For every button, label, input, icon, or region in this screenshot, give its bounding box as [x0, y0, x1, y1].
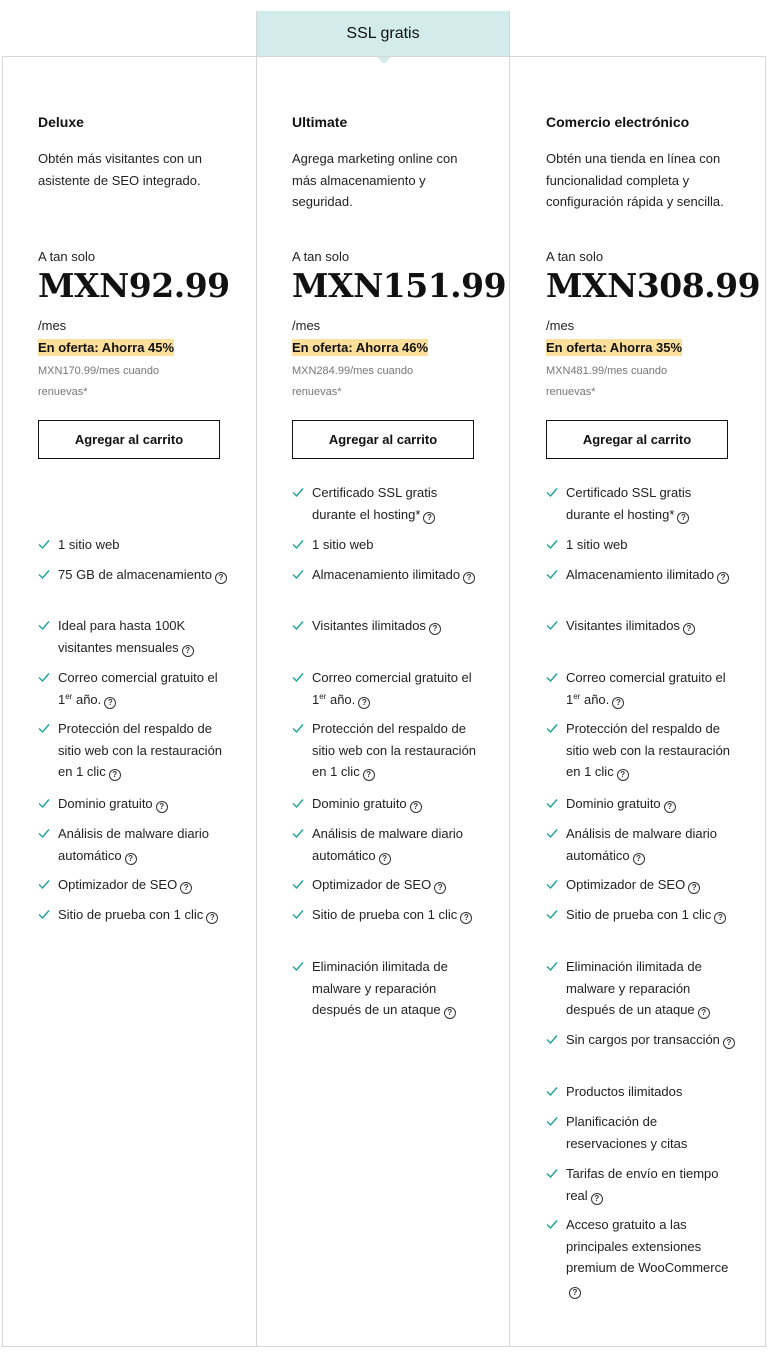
check-icon — [546, 1218, 558, 1230]
help-icon[interactable]: ? — [683, 623, 695, 635]
help-icon[interactable]: ? — [698, 1007, 710, 1019]
check-icon — [546, 486, 558, 498]
check-icon — [292, 827, 304, 839]
price-period: /mes — [546, 318, 575, 333]
check-icon — [546, 722, 558, 734]
help-icon[interactable]: ? — [444, 1007, 456, 1019]
help-icon[interactable]: ? — [591, 1193, 603, 1205]
feature-text: Certificado SSL gratis durante el hosting* ? — [312, 485, 438, 522]
feature-text: Tarifas de envío en tiempo real ? — [566, 1166, 719, 1203]
plan-price: MXN151.99 — [292, 266, 507, 305]
help-icon[interactable]: ? — [429, 623, 441, 635]
help-icon[interactable]: ? — [569, 1287, 581, 1299]
feature-text: Dominio gratuito ? — [58, 793, 228, 815]
feature-text: Análisis de malware diario automático ? — [58, 826, 210, 863]
help-icon[interactable]: ? — [125, 853, 137, 865]
column-divider — [509, 11, 510, 1347]
check-icon — [292, 722, 304, 734]
feature-text: Análisis de malware diario automático ? — [312, 826, 464, 863]
check-icon — [292, 878, 304, 890]
help-icon[interactable]: ? — [410, 801, 422, 813]
help-icon[interactable]: ? — [358, 697, 370, 709]
check-icon — [38, 538, 50, 550]
check-icon — [546, 908, 558, 920]
feature-text: Correo comercial gratuito el 1er año. ? — [312, 670, 472, 707]
ssl-gratis-ribbon — [256, 11, 510, 56]
feature-text: Visitantes ilimitados ? — [312, 615, 482, 637]
ribbon-label: SSL gratis — [346, 24, 420, 42]
add-to-cart-button[interactable]: Agregar al carrito — [38, 420, 220, 459]
check-icon — [292, 960, 304, 972]
check-icon — [546, 960, 558, 972]
plan-name: Ultimate — [292, 114, 348, 130]
plan-name: Comercio electrónico — [546, 114, 690, 130]
check-icon — [292, 486, 304, 498]
feature-text: Eliminación ilimitada de malware y reparación después de un ataque ? — [566, 956, 736, 1021]
add-to-cart-button[interactable]: Agregar al carrito — [292, 420, 474, 459]
check-icon — [292, 797, 304, 809]
check-icon — [546, 538, 558, 550]
help-icon[interactable]: ? — [423, 512, 435, 524]
feature-text: Dominio gratuito ? — [566, 793, 736, 815]
feature-text: Ideal para hasta 100K visitantes mensuales ? — [58, 615, 228, 658]
check-icon — [38, 671, 50, 683]
feature-text: Dominio gratuito ? — [312, 793, 482, 815]
check-icon — [546, 1033, 558, 1045]
plan-price: MXN92.99 — [38, 266, 230, 305]
feature-text: Correo comercial gratuito el 1er año. ? — [58, 670, 218, 707]
help-icon[interactable]: ? — [717, 572, 729, 584]
feature-text: Productos ilimitados — [566, 1084, 683, 1099]
check-icon — [546, 797, 558, 809]
check-icon — [38, 568, 50, 580]
column-divider — [256, 11, 257, 1347]
help-icon[interactable]: ? — [215, 572, 227, 584]
help-icon[interactable]: ? — [463, 572, 475, 584]
renewal-price: MXN170.99/mes cuando renuevas* — [38, 365, 160, 398]
plan-description: Agrega marketing online con más almacenamiento y seguridad. — [292, 151, 458, 209]
feature-text: Análisis de malware diario automático ? — [566, 826, 718, 863]
help-icon[interactable]: ? — [460, 912, 472, 924]
check-icon — [292, 538, 304, 550]
check-icon — [38, 827, 50, 839]
sale-badge: En oferta: Ahorra 35% — [546, 340, 683, 355]
help-icon[interactable]: ? — [206, 912, 218, 924]
help-icon[interactable]: ? — [677, 512, 689, 524]
help-icon[interactable]: ? — [109, 769, 121, 781]
help-icon[interactable]: ? — [723, 1037, 735, 1049]
check-icon — [292, 908, 304, 920]
feature-text: Protección del respaldo de sitio web con la restauración en 1 clic ? — [58, 721, 223, 779]
check-icon — [292, 671, 304, 683]
check-icon — [546, 619, 558, 631]
check-icon — [38, 619, 50, 631]
plan-price: MXN308.99 — [546, 266, 761, 305]
help-icon[interactable]: ? — [612, 697, 624, 709]
feature-text: Eliminación ilimitada de malware y reparación después de un ataque ? — [312, 956, 482, 1021]
feature-text: Certificado SSL gratis durante el hosting* ? — [566, 485, 692, 522]
feature-text: Optimizador de SEO ? — [312, 874, 482, 896]
help-icon[interactable]: ? — [434, 882, 446, 894]
renewal-price: MXN481.99/mes cuando renuevas* — [546, 365, 668, 398]
help-icon[interactable]: ? — [363, 769, 375, 781]
feature-text: Sitio de prueba con 1 clic ? — [58, 904, 228, 926]
check-icon — [546, 827, 558, 839]
check-icon — [546, 1167, 558, 1179]
feature-text: Optimizador de SEO ? — [566, 874, 736, 896]
sale-badge: En oferta: Ahorra 45% — [38, 340, 175, 355]
check-icon — [292, 619, 304, 631]
price-period: /mes — [38, 318, 67, 333]
check-icon — [546, 1115, 558, 1127]
check-icon — [38, 722, 50, 734]
check-icon — [38, 878, 50, 890]
feature-text: 1 sitio web — [58, 537, 120, 552]
help-icon[interactable]: ? — [156, 801, 168, 813]
feature-text: Almacenamiento ilimitado ? — [566, 564, 736, 586]
feature-text: Sitio de prueba con 1 clic ? — [566, 904, 736, 926]
feature-text: Optimizador de SEO ? — [58, 874, 228, 896]
feature-text: 1 sitio web — [312, 537, 374, 552]
feature-text: 75 GB de almacenamiento ? — [58, 564, 228, 586]
help-icon[interactable]: ? — [617, 769, 629, 781]
feature-text: Planificación de reservaciones y citas — [566, 1114, 688, 1151]
renewal-price: MXN284.99/mes cuando renuevas* — [292, 365, 414, 398]
feature-text: Protección del respaldo de sitio web con la restauración en 1 clic ? — [312, 721, 477, 779]
price-prefix: A tan solo — [292, 249, 350, 264]
feature-text: Visitantes ilimitados ? — [566, 615, 736, 637]
plan-name: Deluxe — [38, 114, 84, 130]
check-icon — [546, 671, 558, 683]
price-period: /mes — [292, 318, 321, 333]
help-icon[interactable]: ? — [664, 801, 676, 813]
help-icon[interactable]: ? — [104, 697, 116, 709]
help-icon[interactable]: ? — [379, 853, 391, 865]
price-prefix: A tan solo — [38, 249, 96, 264]
plan-description: Obtén más visitantes con un asistente de SEO integrado. — [38, 151, 203, 188]
help-icon[interactable]: ? — [182, 645, 194, 657]
help-icon[interactable]: ? — [688, 882, 700, 894]
feature-text: 1 sitio web — [566, 537, 628, 552]
help-icon[interactable]: ? — [180, 882, 192, 894]
feature-text: Almacenamiento ilimitado ? — [312, 564, 482, 586]
feature-text: Sitio de prueba con 1 clic ? — [312, 904, 482, 926]
add-to-cart-button[interactable]: Agregar al carrito — [546, 420, 728, 459]
check-icon — [546, 568, 558, 580]
check-icon — [38, 908, 50, 920]
check-icon — [546, 1085, 558, 1097]
sale-badge: En oferta: Ahorra 46% — [292, 340, 429, 355]
help-icon[interactable]: ? — [633, 853, 645, 865]
check-icon — [292, 568, 304, 580]
feature-text: Correo comercial gratuito el 1er año. ? — [566, 670, 726, 707]
feature-text: Acceso gratuito a las principales extensiones premium de WooCommerce? — [566, 1217, 729, 1297]
help-icon[interactable]: ? — [714, 912, 726, 924]
check-icon — [38, 797, 50, 809]
plan-description: Obtén una tienda en línea con funcionalidad completa y configuración rápida y sencilla. — [546, 151, 724, 209]
check-icon — [546, 878, 558, 890]
feature-text: Protección del respaldo de sitio web con la restauración en 1 clic ? — [566, 721, 731, 779]
feature-text: Sin cargos por transacción ? — [566, 1029, 736, 1051]
price-prefix: A tan solo — [546, 249, 604, 264]
